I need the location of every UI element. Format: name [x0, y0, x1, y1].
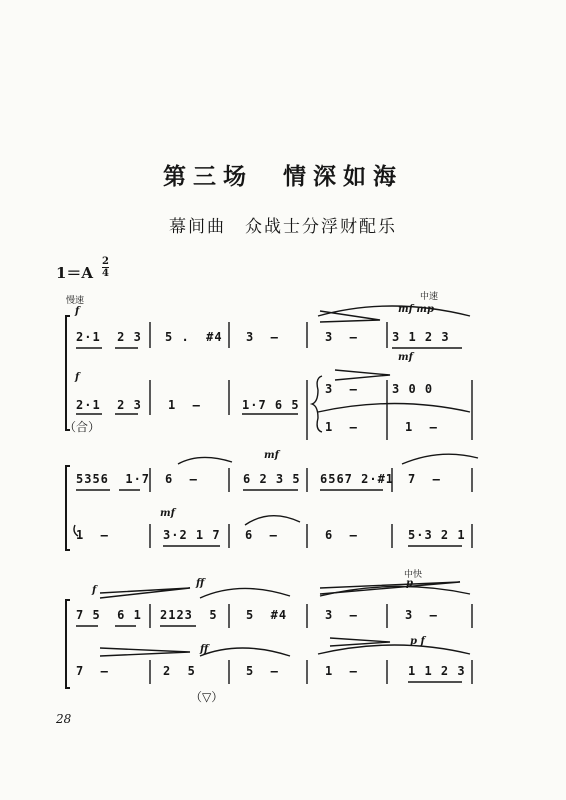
measure-notes: 3 –: [325, 330, 358, 344]
tempo-medium-fast: 中快: [404, 570, 423, 580]
measure-notes: 2·1 2 3: [76, 398, 142, 412]
measure-notes: 3 –: [325, 382, 358, 396]
page-number: 28: [56, 712, 72, 726]
measure-notes: 3 –: [246, 330, 279, 344]
measure-notes: 7 5 6 1: [76, 608, 142, 622]
measure-notes: 1 –: [325, 420, 358, 434]
measure-notes: 5 –: [246, 664, 279, 678]
measure-notes: 1 1 2 3: [408, 664, 466, 678]
measure-notes: 3·2 1 7: [163, 528, 221, 542]
bracket-mark: （▽）: [190, 690, 224, 704]
measure-notes: 5·3 2 1: [408, 528, 466, 542]
measure-notes: 2·1 2 3: [76, 330, 142, 344]
dynamic-marking: mf mp: [398, 304, 434, 315]
page-title: 第三场 情深如海: [163, 163, 403, 190]
dynamic-marking: f: [75, 372, 80, 383]
dynamic-marking: ff: [200, 644, 209, 655]
measure-notes: 1 –: [325, 664, 358, 678]
measure-notes: 2123 5: [160, 608, 218, 622]
measure-notes: 3 –: [405, 608, 438, 622]
dynamic-marking: p f: [410, 636, 425, 647]
measure-notes: 3 1 2 3: [392, 330, 450, 344]
measure-notes: 5 #4: [246, 608, 288, 622]
measure-notes: 7 –: [76, 664, 109, 678]
tempo-slow: 慢速: [66, 296, 85, 306]
measure-notes: 5 . #4: [165, 330, 223, 344]
dynamic-marking: mf: [264, 450, 279, 461]
measure-notes: 6 –: [165, 472, 198, 486]
time-signature-denominator: 4: [102, 268, 109, 279]
measure-notes: 1 –: [405, 420, 438, 434]
dynamic-marking: f: [92, 585, 97, 596]
measure-notes: 6 2 3 5: [243, 472, 301, 486]
measure-notes: 7 –: [408, 472, 441, 486]
time-signature-numerator: 2: [102, 256, 109, 267]
tempo-medium: 中速: [420, 292, 439, 302]
dynamic-marking: ff: [196, 578, 205, 589]
dynamic-marking: f: [75, 306, 80, 317]
measure-notes: 1 –: [76, 528, 109, 542]
measure-notes: 1 –: [168, 398, 201, 412]
measure-notes: 2 5: [163, 664, 196, 678]
key-signature: 1＝A: [56, 264, 94, 282]
measure-notes: 1·7 6 5: [242, 398, 300, 412]
chorus-mark: （合）: [64, 420, 101, 434]
dynamic-marking: mf: [160, 508, 175, 519]
measure-notes: 6567 2·#1: [320, 472, 395, 486]
page-subtitle: 幕间曲 众战士分浮财配乐: [169, 217, 397, 237]
measure-notes: 3 0 0: [392, 382, 434, 396]
dynamic-marking: mf: [398, 352, 413, 363]
measure-notes: 6 –: [245, 528, 278, 542]
measure-notes: 6 –: [325, 528, 358, 542]
measure-notes: 5356 1·7: [76, 472, 151, 486]
measure-notes: 3 –: [325, 608, 358, 622]
dynamic-marking: p: [406, 578, 413, 589]
